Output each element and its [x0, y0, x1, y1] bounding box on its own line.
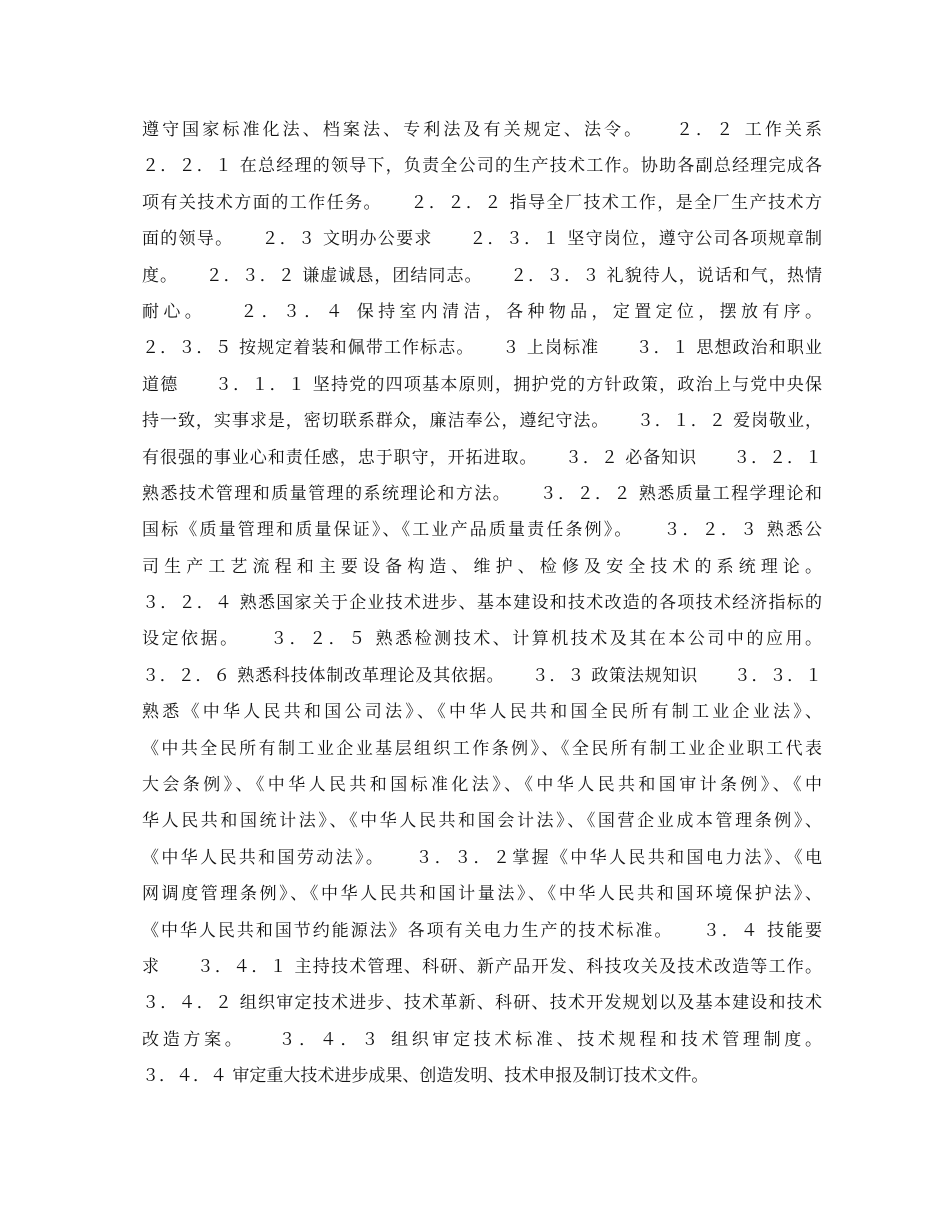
text-line-21: 《中华人民共和国劳动法》。 ３．３．２掌握《中华人民共和国电力法》、《电	[142, 847, 822, 868]
text-line-15: 设定依据。 ３．２．５ 熟悉检测技术、计算机技术及其在本公司中的应用。	[142, 629, 822, 650]
text-line-18: 《中共全民所有制工业企业基层组织工作条例》、《全民所有制工业企业职工代表	[142, 738, 822, 759]
text-line-2: ２．２．１ 在总经理的领导下，负责全公司的生产技术工作。协助各副总经理完成各	[142, 156, 822, 177]
text-line-5: 度。 ２．３．２ 谦虚诚恳，团结同志。 ２．３．３ 礼貌待人，说话和气，热情	[142, 265, 822, 286]
text-line-3: 项有关技术方面的工作任务。 ２．２．２ 指导全厂技术工作，是全厂生产技术方	[142, 192, 822, 213]
text-line-24: 求 ３．４．１ 主持技术管理、科研、新产品开发、科技攻关及技术改造等工作。	[142, 956, 822, 977]
text-line-10: 有很强的事业心和责任感，忠于职守，开拓进取。 ３．２ 必备知识 ３．２．１	[142, 447, 822, 468]
text-line-4: 面的领导。 ２．３ 文明办公要求 ２．３．１ 坚守岗位，遵守公司各项规章制	[142, 229, 822, 250]
text-line-7: ２．３．５ 按规定着装和佩带工作标志。 ３ 上岗标准 ３．１ 思想政治和职业	[142, 338, 822, 359]
text-line-17: 熟悉《中华人民共和国公司法》、《中华人民共和国全民所有制工业企业法》、	[142, 702, 822, 723]
text-line-23: 《中华人民共和国节约能源法》各项有关电力生产的技术标准。 ３．４ 技能要	[142, 920, 822, 941]
text-line-12: 国标《质量管理和质量保证》、《工业产品质量责任条例》。 ３．２．３ 熟悉公	[142, 520, 822, 541]
text-line-11: 熟悉技术管理和质量管理的系统理论和方法。 ３．２．２ 熟悉质量工程学理论和	[142, 483, 822, 504]
text-line-25: ３．４．２ 组织审定技术进步、技术革新、科研、技术开发规划以及基本建设和技术	[142, 993, 822, 1014]
text-line-14: ３．２．４ 熟悉国家关于企业技术进步、基本建设和技术改造的各项技术经济指标的	[142, 593, 822, 614]
text-line-8: 道德 ３．１．１ 坚持党的四项基本原则，拥护党的方针政策，政治上与党中央保	[142, 374, 822, 395]
text-line-20: 华人民共和国统计法》、《中华人民共和国会计法》、《国营企业成本管理条例》、	[142, 811, 822, 832]
text-line-6: 耐心。 ２．３．４ 保持室内清洁，各种物品，定置定位，摆放有序。	[142, 301, 822, 322]
text-line-19: 大会条例》、《中华人民共和国标准化法》、《中华人民共和国审计条例》、《中	[142, 775, 822, 796]
text-line-27: ３．４．４ 审定重大技术进步成果、创造发明、技术申报及制订技术文件。	[142, 1066, 709, 1087]
text-line-13: 司生产工艺流程和主要设备构造、维护、检修及安全技术的系统理论。	[142, 556, 822, 577]
body-text	[142, 112, 822, 1095]
text-line-16: ３．２．６ 熟悉科技体制改革理论及其依据。 ３．３ 政策法规知识 ３．３．１	[142, 665, 822, 686]
text-line-1: 遵守国家标准化法、档案法、专利法及有关规定、法令。 ２．２ 工作关系	[142, 120, 822, 140]
text-line-9: 持一致，实事求是，密切联系群众，廉洁奉公，遵纪守法。 ３．１．２ 爱岗敬业，	[142, 411, 822, 432]
text-line-26: 改造方案。 ３．４．３ 组织审定技术标准、技术规程和技术管理制度。	[142, 1029, 822, 1050]
text-line-22: 网调度管理条例》、《中华人民共和国计量法》、《中华人民共和国环境保护法》、	[142, 884, 822, 905]
